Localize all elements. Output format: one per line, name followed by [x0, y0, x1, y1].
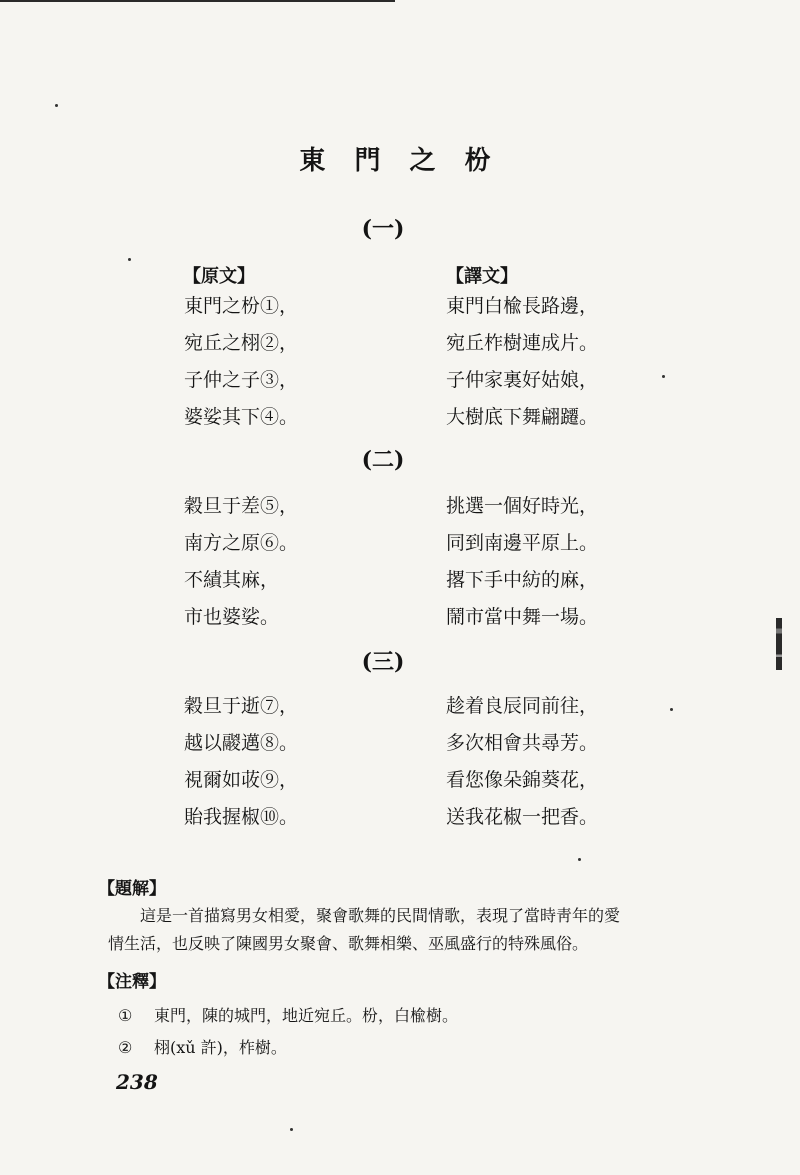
- section-label-2: (二): [361, 447, 405, 473]
- top-rule: [0, 0, 395, 2]
- original-line: 東門之枌①，: [184, 295, 299, 317]
- edge-stamp-mark: [776, 618, 782, 670]
- translation-line: 東門白楡長路邊，: [446, 295, 599, 317]
- speck: [55, 104, 58, 107]
- translation-line: 多次相會共尋芳。: [446, 732, 599, 754]
- notes-heading: 【注釋】: [98, 972, 166, 992]
- speck: [578, 858, 581, 861]
- page-number: 238: [116, 1070, 158, 1094]
- original-line: 越以鬷邁⑧。: [184, 732, 299, 754]
- original-line: 宛丘之栩②，: [184, 332, 299, 354]
- note-item-1: [118, 1003, 458, 1026]
- original-line: 貽我握椒⑩。: [184, 806, 299, 828]
- note-text: 栩(xǔ 許)，柞樹。: [154, 1038, 287, 1057]
- speck: [670, 708, 673, 711]
- original-line: 子仲之子③，: [184, 369, 299, 391]
- note-number: ①: [118, 1006, 133, 1025]
- original-line: 視爾如荍⑨，: [184, 769, 299, 791]
- note-number: ②: [118, 1038, 133, 1057]
- explanation-paragraph: [108, 902, 668, 958]
- translation-line: 撂下手中紡的麻，: [446, 569, 599, 591]
- original-line: 市也婆娑。: [184, 606, 280, 628]
- original-stanza-1: [184, 288, 298, 436]
- section-label-1: (一): [361, 216, 405, 242]
- original-line: 穀旦于差⑤，: [184, 495, 299, 517]
- explanation-line-2: 情生活，也反映了陳國男女聚會、歌舞相樂、巫風盛行的特殊風俗。: [108, 934, 589, 953]
- translation-line: 鬧市當中舞一場。: [446, 606, 599, 628]
- note-text: 東門，陳的城門，地近宛丘。枌，白楡樹。: [154, 1006, 459, 1025]
- translation-line: 挑選一個好時光，: [446, 495, 599, 517]
- original-stanza-3: [184, 688, 298, 836]
- original-header: 【原文】: [183, 266, 255, 287]
- translation-line: 宛丘柞樹連成片。: [446, 332, 599, 354]
- translation-stanza-1: [446, 288, 598, 436]
- translation-line: 送我花椒一把香。: [446, 806, 599, 828]
- translation-line: 趁着良辰同前往，: [446, 695, 599, 717]
- translation-stanza-2: [446, 488, 598, 636]
- original-line: 婆娑其下④。: [184, 406, 299, 428]
- original-line: 穀旦于逝⑦，: [184, 695, 299, 717]
- translation-line: 子仲家裏好姑娘，: [446, 369, 599, 391]
- explanation-line-1: 這是一首描寫男女相愛，聚會歌舞的民間情歌，表現了當時靑年的愛: [140, 906, 621, 925]
- translation-header: 【譯文】: [446, 266, 518, 287]
- translation-line: 大樹底下舞翩躚。: [446, 406, 599, 428]
- translation-stanza-3: [446, 688, 598, 836]
- speck: [290, 1128, 293, 1131]
- section-label-3: (三): [361, 649, 405, 675]
- original-line: 南方之原⑥。: [184, 532, 299, 554]
- explanation-heading: 【題解】: [98, 879, 166, 899]
- speck: [128, 258, 131, 261]
- translation-line: 同到南邊平原上。: [446, 532, 599, 554]
- note-item-2: [118, 1035, 287, 1058]
- speck: [662, 375, 665, 378]
- translation-line: 看您像朵錦葵花，: [446, 769, 599, 791]
- original-stanza-2: [184, 488, 298, 636]
- poem-title: 東 門 之 枌: [299, 146, 501, 176]
- original-line: 不績其麻，: [184, 569, 280, 591]
